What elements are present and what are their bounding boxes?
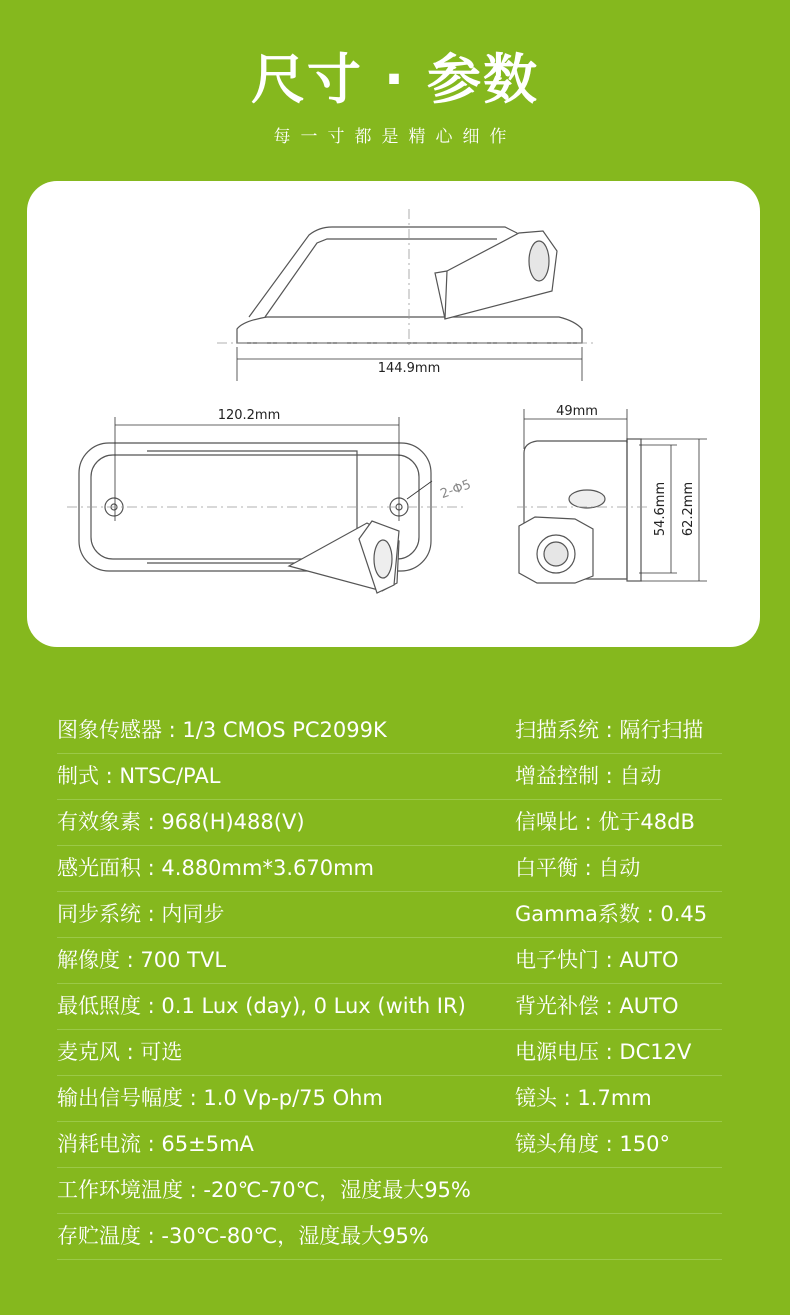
inner-height-label: 54.6mm bbox=[653, 481, 668, 537]
spec-row bbox=[57, 1030, 722, 1076]
spec-left: 工作环境温度 : -20℃-70℃，湿度最大95% bbox=[57, 1178, 471, 1202]
length-label: 144.9mm bbox=[377, 361, 441, 376]
spec-right: 电源电压 : DC12V bbox=[515, 1040, 692, 1064]
spec-left: 消耗电流 : 65±5mA bbox=[57, 1132, 254, 1156]
spec-right: 镜头 : 1.7mm bbox=[515, 1086, 652, 1110]
dimension-drawing-card bbox=[27, 181, 760, 647]
dimension-drawing bbox=[27, 181, 760, 647]
spec-left: 最低照度 : 0.1 Lux (day), 0 Lux (with IR) bbox=[57, 994, 466, 1018]
spec-row bbox=[57, 1168, 722, 1214]
spec-right: 镜头角度 : 150° bbox=[515, 1132, 671, 1156]
spec-left: 输出信号幅度 : 1.0 Vp-p/75 Ohm bbox=[57, 1086, 383, 1110]
spec-left: 制式 : NTSC/PAL bbox=[57, 764, 221, 788]
hole-spec-label: 2-Φ5 bbox=[438, 477, 474, 503]
spec-row bbox=[57, 708, 722, 754]
depth-label: 49mm bbox=[556, 404, 598, 419]
spec-left: 感光面积 : 4.880mm*3.670mm bbox=[57, 856, 374, 880]
spec-right: 白平衡 : 自动 bbox=[515, 856, 641, 880]
spec-row bbox=[57, 846, 722, 892]
spec-left: 同步系统 : 内同步 bbox=[57, 902, 225, 926]
outer-height-label: 62.2mm bbox=[681, 481, 696, 537]
spec-row bbox=[57, 1122, 722, 1168]
spec-row bbox=[57, 1214, 722, 1260]
spec-table bbox=[57, 708, 722, 1260]
spec-right: 电子快门 : AUTO bbox=[515, 948, 679, 972]
spec-left: 有效象素 : 968(H)488(V) bbox=[57, 810, 305, 834]
spec-left: 图象传感器 : 1/3 CMOS PC2099K bbox=[57, 718, 387, 742]
spec-row bbox=[57, 754, 722, 800]
spec-right: 背光补偿 : AUTO bbox=[515, 994, 679, 1018]
spec-row bbox=[57, 1076, 722, 1122]
spec-row bbox=[57, 800, 722, 846]
spec-row bbox=[57, 892, 722, 938]
spec-left: 存贮温度 : -30℃-80℃，湿度最大95% bbox=[57, 1224, 429, 1248]
spec-left: 麦克风 : 可选 bbox=[57, 1040, 183, 1064]
page-title: 尺寸 · 参数 bbox=[250, 48, 540, 111]
spec-left: 解像度 : 700 TVL bbox=[57, 948, 227, 972]
spec-right: 信噪比 : 优于48dB bbox=[515, 810, 695, 834]
spec-right: 扫描系统 : 隔行扫描 bbox=[515, 718, 704, 742]
spec-row bbox=[57, 938, 722, 984]
spec-right: Gamma系数 : 0.45 bbox=[515, 902, 708, 926]
hole-spacing-label: 120.2mm bbox=[217, 408, 281, 423]
spec-row bbox=[57, 984, 722, 1030]
page-subtitle: 每一寸都是精心细作 bbox=[273, 127, 517, 147]
spec-right: 增益控制 : 自动 bbox=[515, 764, 662, 788]
